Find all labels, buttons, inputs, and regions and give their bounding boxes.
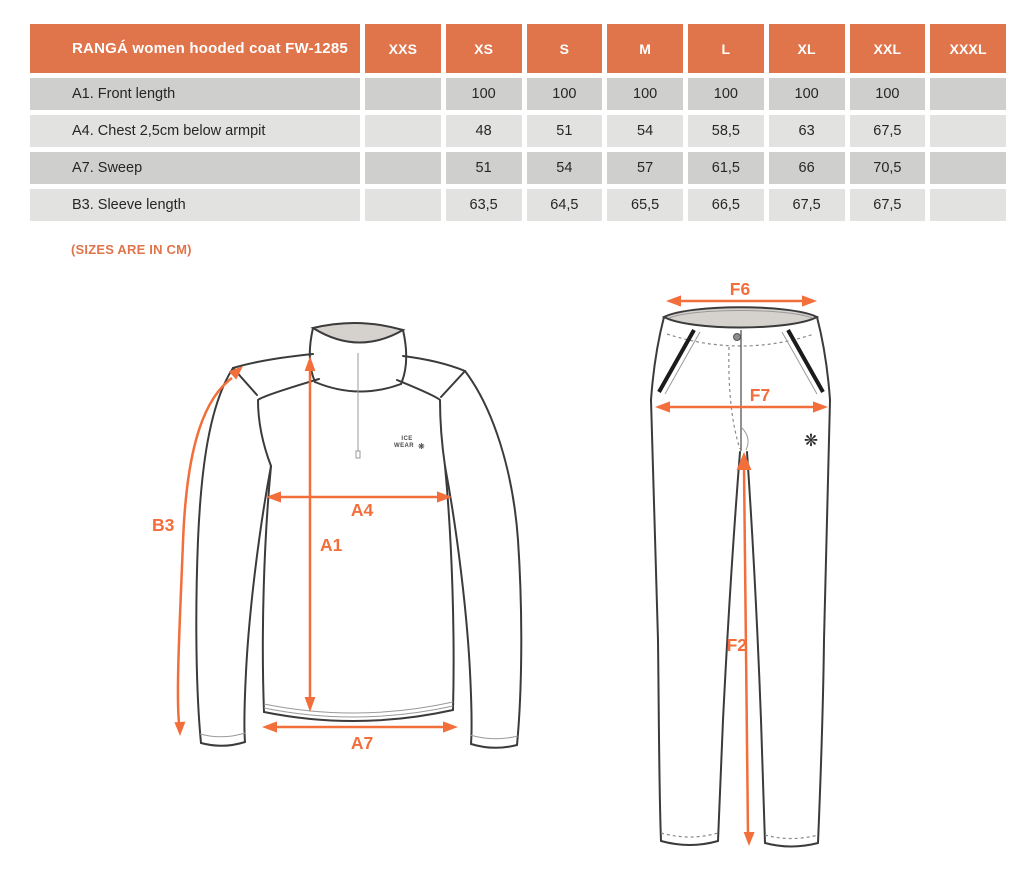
- size-value-cell: 61,5: [688, 152, 764, 184]
- pants-diagram: [651, 279, 830, 847]
- size-value-cell: 100: [688, 78, 764, 110]
- size-value-cell: 57: [607, 152, 683, 184]
- a4-label: A4: [350, 500, 374, 520]
- size-value-cell: [365, 152, 441, 184]
- size-value-cell: 51: [527, 115, 603, 147]
- size-value-cell: [930, 115, 1006, 147]
- size-value-cell: 67,5: [850, 115, 926, 147]
- row-label: A1. Front length: [30, 78, 360, 110]
- size-column-header-xxl: XXL: [850, 24, 926, 73]
- a1-measurement-arrow: [305, 356, 343, 712]
- product-title-header: RANGÁ women hooded coat FW-1285: [30, 24, 360, 73]
- size-value-cell: [930, 189, 1006, 221]
- size-value-cell: 70,5: [850, 152, 926, 184]
- size-value-cell: 64,5: [527, 189, 603, 221]
- size-value-cell: [365, 115, 441, 147]
- size-column-header-xxxl: XXXL: [930, 24, 1006, 73]
- size-value-cell: 54: [527, 152, 603, 184]
- size-value-cell: 65,5: [607, 189, 683, 221]
- size-value-cell: 51: [446, 152, 522, 184]
- icewear-logo-text: WEAR: [394, 443, 414, 449]
- f7-label: F7: [749, 385, 771, 405]
- size-value-cell: 100: [850, 78, 926, 110]
- size-value-cell: 67,5: [850, 189, 926, 221]
- size-value-cell: [365, 189, 441, 221]
- size-column-header-xs: XS: [446, 24, 522, 73]
- size-value-cell: [930, 152, 1006, 184]
- a1-label: A1: [320, 535, 343, 555]
- measurement-diagrams: [0, 270, 1034, 888]
- snowflake-logo-icon: ❋: [803, 431, 819, 451]
- size-value-cell: 100: [769, 78, 845, 110]
- size-value-cell: 100: [446, 78, 522, 110]
- icewear-logo-text: ICE: [401, 436, 413, 442]
- size-value-cell: 100: [607, 78, 683, 110]
- row-label: A7. Sweep: [30, 152, 360, 184]
- size-value-cell: [930, 78, 1006, 110]
- size-column-header-s: S: [527, 24, 603, 73]
- size-column-header-xl: XL: [769, 24, 845, 73]
- size-value-cell: 100: [527, 78, 603, 110]
- b3-label: B3: [152, 515, 175, 535]
- size-value-cell: 66,5: [688, 189, 764, 221]
- size-value-cell: [365, 78, 441, 110]
- size-chart-table: [30, 24, 1006, 221]
- size-value-cell: 54: [607, 115, 683, 147]
- size-column-header-l: L: [688, 24, 764, 73]
- sizes-unit-note: (SIZES ARE IN CM): [71, 242, 192, 257]
- size-column-header-m: M: [607, 24, 683, 73]
- size-value-cell: 66: [769, 152, 845, 184]
- size-value-cell: 67,5: [769, 189, 845, 221]
- jacket-diagram: [152, 323, 521, 753]
- f6-label: F6: [729, 279, 751, 299]
- row-label: A4. Chest 2,5cm below armpit: [30, 115, 360, 147]
- a7-measurement-arrow: [262, 721, 458, 753]
- a7-label: A7: [350, 733, 374, 753]
- row-label: B3. Sleeve length: [30, 189, 360, 221]
- size-column-header-xxs: XXS: [365, 24, 441, 73]
- f2-label: F2: [726, 635, 747, 655]
- size-value-cell: 58,5: [688, 115, 764, 147]
- snowflake-logo-icon: ❋: [418, 442, 425, 451]
- size-value-cell: 48: [446, 115, 522, 147]
- size-value-cell: 63,5: [446, 189, 522, 221]
- f6-measurement-arrow: [666, 279, 817, 307]
- a4-measurement-arrow: [266, 491, 452, 520]
- size-value-cell: 63: [769, 115, 845, 147]
